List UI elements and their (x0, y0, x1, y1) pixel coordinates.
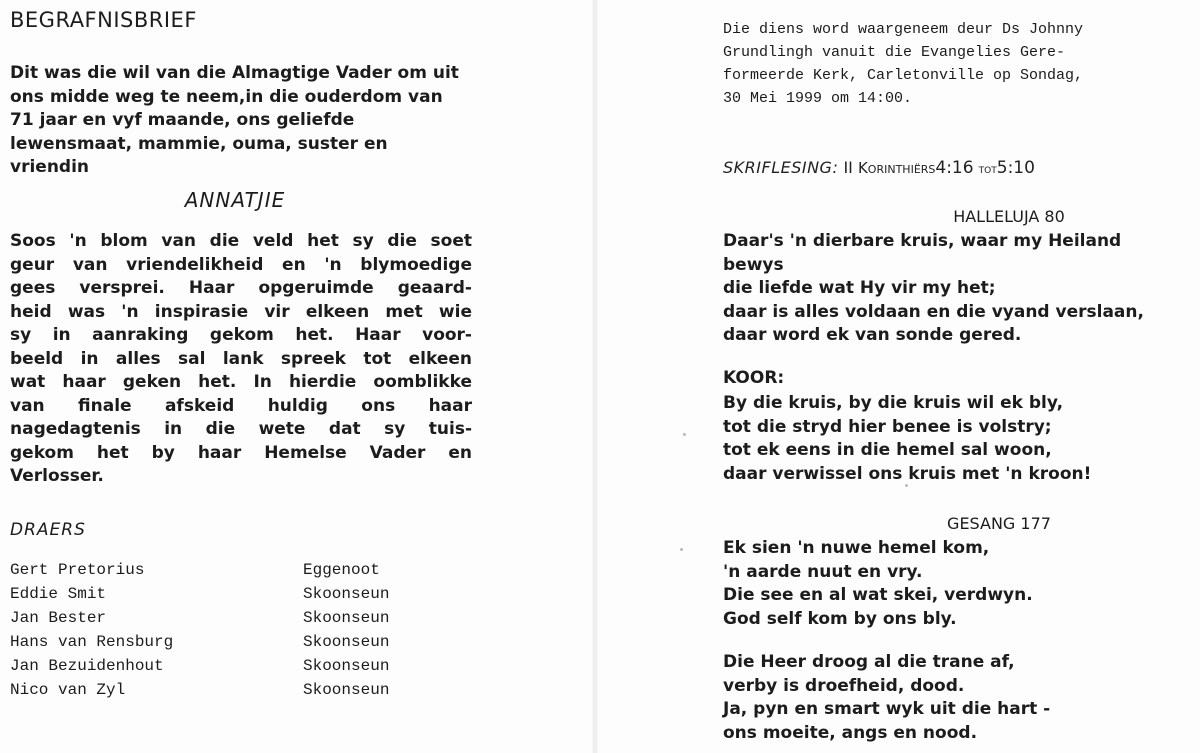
hymn-line: daar is alles voldaan en die vyand verslaan, (723, 301, 1144, 322)
paper-speck (905, 484, 908, 487)
tribute-line: geur van vriendelikheid en 'n blymoedige (10, 254, 472, 275)
hymn2-title: GESANG 177 (947, 514, 1051, 533)
bearer-name: Hans van Rensburg (10, 633, 174, 651)
hymn-line: Ek sien 'n nuwe hemel kom, (723, 538, 990, 558)
tribute-line: van finale afskeid huldig ons haar (10, 395, 472, 416)
hymn2-verse1 (723, 537, 1200, 631)
tribute-line: gees versprei. Haar opgeruimde geaard- (10, 278, 472, 298)
bearers-heading: DRAERS (10, 520, 86, 540)
reading-book: Korinthiërs (857, 159, 936, 177)
bearer-name: Eddie Smit (10, 585, 107, 603)
tribute-line: sy in aanraking gekom het. Haar voor- (10, 325, 472, 345)
hymn-line: bewys (723, 254, 784, 275)
bearer-name: Jan Bezuidenhout (10, 657, 164, 675)
hymn1-verse (723, 230, 1200, 348)
bearer-relation: Eggenoot (303, 561, 380, 579)
bearer-name: Jan Bester (10, 609, 107, 627)
service-line: Grundlingh vanuit die Evangelies Gere- (723, 44, 1066, 61)
scripture-reading (723, 158, 1035, 178)
tribute-line: gekom het by haar Hemelse Vader en (10, 442, 472, 463)
hymn-line: Die Heer droog al die trane af, (723, 652, 1015, 672)
chorus-label: KOOR: (723, 368, 785, 388)
hymn2-verse2 (723, 651, 1200, 745)
bearer-name: Gert Pretorius (10, 561, 145, 579)
tribute-line: beeld in alles sal lank spreek tot elkeen (10, 348, 472, 369)
document-title: BEGRAFNISBRIEF (10, 8, 197, 32)
reading-from: 4:16 (935, 158, 974, 178)
hymn1-chorus (723, 392, 1200, 486)
hymn-line: Daar's 'n dierbare kruis, waar my Heiland (723, 231, 1122, 251)
hymn-line: daar verwissel ons kruis met 'n kroon! (723, 463, 1092, 484)
paper-speck (683, 433, 686, 436)
bearer-relation: Skoonseun (303, 657, 390, 675)
hymn1-title: HALLELUJA 80 (953, 207, 1065, 226)
service-notice (723, 18, 1193, 110)
service-line: 30 Mei 1999 om 14:00. (723, 90, 913, 107)
tribute-line: wat haar geken het. In hierdie oomblikke (10, 372, 472, 392)
hymn-line: verby is droefheid, dood. (723, 675, 965, 696)
hymn-line: tot die stryd hier benee is volstry; (723, 416, 1052, 437)
bearer-relation: Skoonseun (303, 609, 390, 627)
reading-to: 5:10 (996, 158, 1035, 178)
bearer-relation: Skoonseun (303, 681, 390, 699)
reading-to-word: tot (978, 162, 997, 177)
deceased-name: ANNATJIE (184, 188, 286, 212)
service-line: Die diens word waargeneem deur Ds Johnny (723, 21, 1084, 38)
service-line: formeerde Kerk, Carletonville op Sondag, (723, 67, 1084, 84)
hymn-line: 'n aarde nuut en vry. (723, 561, 923, 582)
reading-label: SKRIFLESING: (723, 158, 839, 177)
hymn-line: ons moeite, angs en nood. (723, 722, 978, 743)
hymn-line: daar word ek van sonde gered. (723, 325, 1022, 345)
bearer-relation: Skoonseun (303, 585, 390, 603)
bearer-name: Nico van Zyl (10, 681, 126, 699)
hymn-line: Die see en al wat skei, verdwyn. (723, 585, 1033, 605)
intro-paragraph: Dit was die wil van die Almagtige Vader om uit ons midde weg te neem,in die ouderdom van 71 jaar en vyf maande, ons geliefde lewensmaat, mammie, ouma, suster en vriendin (10, 63, 459, 177)
hymn-line: By die kruis, by die kruis wil ek bly, (723, 393, 1064, 413)
hymn-line: die liefde wat Hy vir my het; (723, 278, 996, 298)
paper-speck (680, 548, 683, 551)
tribute-line: nagedagtenis in die wete dat sy tuis- (10, 419, 472, 439)
tribute-line: Verlosser. (10, 466, 104, 486)
bearer-relation: Skoonseun (303, 633, 390, 651)
tribute-line: heid was 'n inspirasie vir elkeen met wie (10, 301, 472, 322)
hymn-line: God self kom by ons bly. (723, 608, 957, 629)
hymn-line: tot ek eens in die hemel sal woon, (723, 440, 1052, 460)
hymn-line: Ja, pyn en smart wyk uit die hart - (723, 699, 1051, 719)
tribute-line: Soos 'n blom van die veld het sy die soet (10, 231, 472, 251)
reading-book-prefix: II (843, 158, 853, 177)
